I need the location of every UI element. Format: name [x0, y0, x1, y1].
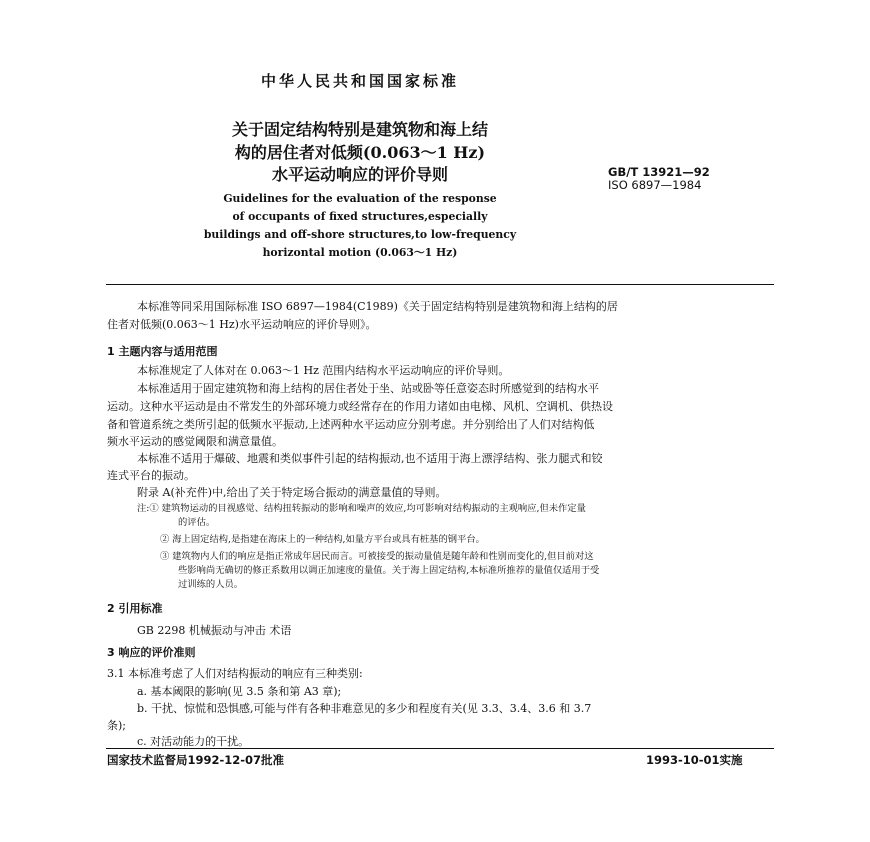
note-line-4: ③ 建筑物内人们的响应是指正常成年居民而言。可被接受的振动量值是随年龄和性别而变化的,但目前对这 — [160, 551, 594, 562]
note-line-3: ② 海上固定结构,是指建在海床上的一种结构,如量方平台或具有桩基的钢平台。 — [160, 534, 485, 545]
note-line-6: 过训练的人员。 — [178, 579, 244, 590]
title-cn-line-1: 关于固定结构特别是建筑物和海上结 — [231, 120, 488, 139]
intro-line-2: 住者对低频(0.063～1 Hz)水平运动响应的评价导则》。 — [107, 318, 377, 331]
clause-item-c: c. 对活动能力的干扰。 — [137, 735, 250, 748]
section-1-heading: 1 主题内容与适用范围 — [107, 345, 218, 358]
reference-gb2298: GB 2298 机械振动与冲击 术语 — [137, 624, 292, 637]
approval-date: 国家技术监督局1992-12-07批准 — [107, 753, 285, 767]
intro-line-1: 本标准等同采用国际标准 ISO 6897—1984(C1989)《关于固定结构特别是建筑物和海上结构的居 — [137, 300, 618, 313]
header-divider — [106, 284, 774, 285]
section-1-line-2: 本标准适用于固定建筑物和海上结构的居住者处于坐、站或卧等任意姿态时所感觉到的结构水平 — [137, 382, 599, 395]
title-en-line-3: buildings and off-shore structures,to low-frequency — [203, 228, 517, 241]
title-en-line-4: horizontal motion (0.063～1 Hz) — [262, 246, 458, 259]
section-1-line-3: 运动。这种水平运动是由不常发生的外部环境力或经常存在的作用力诸如由电梯、风机、空调机、供热设 — [107, 400, 613, 413]
title-en-line-2: of occupants of fixed structures,especially — [232, 210, 488, 223]
section-1-line-7: 连式平台的振动。 — [107, 469, 195, 482]
title-en-line-1: Guidelines for the evaluation of the response — [223, 192, 497, 205]
clause-item-b-cont: 条); — [107, 719, 126, 732]
effective-date: 1993-10-01实施 — [646, 753, 743, 767]
title-cn-line-2: 构的居住者对低频(0.063～1 Hz) — [234, 143, 486, 162]
iso-code: ISO 6897—1984 — [608, 178, 702, 192]
clause-3-1: 3.1 本标准考虑了人们对结构振动的响应有三种类别: — [107, 667, 363, 680]
standard-code: GB/T 13921—92 — [608, 165, 710, 179]
clause-item-a: a. 基本阈限的影响(见 3.5 条和第 A3 章); — [137, 685, 342, 698]
section-1-line-6: 本标准不适用于爆破、地震和类似事件引起的结构振动,也不适用于海上漂浮结构、张力腿式和铰 — [137, 452, 603, 465]
note-line-5: 些影响尚无确切的修正系数用以调正加速度的量值。关于海上固定结构,本标准所推荐的量值仅适用于受 — [178, 565, 600, 576]
title-cn-line-3: 水平运动响应的评价导则 — [271, 165, 448, 184]
section-1-line-8: 附录 A(补充件)中,给出了关于特定场合振动的满意量值的导则。 — [137, 486, 447, 499]
national-standard-heading: 中华人民共和国国家标准 — [260, 72, 459, 90]
section-1-line-1: 本标准规定了人体对在 0.063～1 Hz 范围内结构水平运动响应的评价导则。 — [137, 364, 510, 377]
section-3-heading: 3 响应的评价准则 — [107, 646, 196, 659]
note-line-1: 注:① 建筑物运动的目视感觉、结构扭转振动的影响和噪声的效应,均可影响对结构振动的主观响应,但未作定量 — [137, 503, 586, 514]
note-line-2: 的评估。 — [178, 517, 216, 528]
footer-divider — [106, 748, 774, 749]
clause-item-b: b. 干扰、惊慌和恐惧感,可能与伴有各种非难意见的多少和程度有关(见 3.3、3.4、3.6 和 3.7 — [137, 702, 592, 715]
section-1-line-4: 备和管道系统之类所引起的低频水平振动,上述两种水平运动应分别考虑。并分别给出了人们对结构低 — [107, 418, 595, 431]
section-2-heading: 2 引用标准 — [107, 602, 163, 615]
section-1-line-5: 频水平运动的感觉阈限和满意量值。 — [107, 435, 283, 448]
